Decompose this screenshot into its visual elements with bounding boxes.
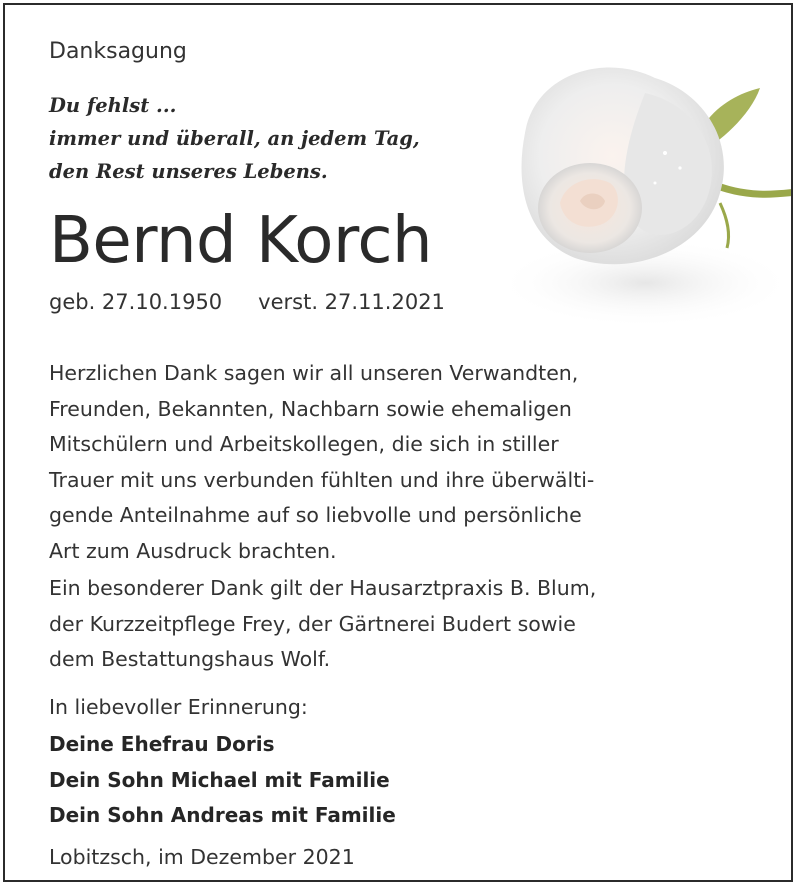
special-thanks-line: der Kurzzeitpflege Frey, der Gärtnerei Budert sowie (49, 611, 576, 636)
birth-date: geb. 27.10.1950 (49, 290, 223, 314)
thanks-line: Trauer mit uns verbunden fühlten und ihre überwälti- (49, 467, 595, 492)
place-date: Lobitzsch, im Dezember 2021 (49, 845, 355, 869)
thanks-paragraph (49, 356, 594, 569)
thanks-line: Freunden, Bekannten, Nachbarn sowie ehemaligen (49, 396, 572, 421)
life-dates (49, 290, 445, 314)
motto (49, 89, 420, 188)
mourner: Dein Sohn Michael mit Familie (49, 767, 390, 792)
thanks-line: Herzlichen Dank sagen wir all unseren Verwandten, (49, 361, 579, 385)
death-date: verst. 27.11.2021 (258, 290, 445, 314)
motto-line: den Rest unseres Lebens. (49, 160, 328, 183)
mourner: Dein Sohn Andreas mit Familie (49, 803, 396, 827)
mourners-list (49, 727, 396, 834)
special-thanks-line: Ein besonderer Dank gilt der Hausarztpraxis B. Blum, (49, 576, 597, 600)
notice-title: Danksagung (49, 39, 187, 64)
thanks-line: Art zum Ausdruck brachten. (49, 538, 337, 563)
deceased-name: Bernd Korch (49, 204, 433, 278)
closing-line: In liebevoller Erinnerung: (49, 695, 308, 719)
white-rose-image (495, 33, 793, 333)
thanks-line: Mitschülern und Arbeitskollegen, die sich in stiller (49, 432, 559, 456)
motto-line: Du fehlst ... (49, 94, 177, 117)
motto-line: immer und überall, an jedem Tag, (49, 127, 420, 150)
special-thanks-paragraph (49, 571, 596, 678)
obituary-card (3, 3, 793, 882)
special-thanks-line: dem Bestattungshaus Wolf. (49, 647, 331, 671)
thanks-line: gende Anteilnahme auf so liebvolle und persönliche (49, 503, 582, 527)
mourner: Deine Ehefrau Doris (49, 732, 275, 756)
